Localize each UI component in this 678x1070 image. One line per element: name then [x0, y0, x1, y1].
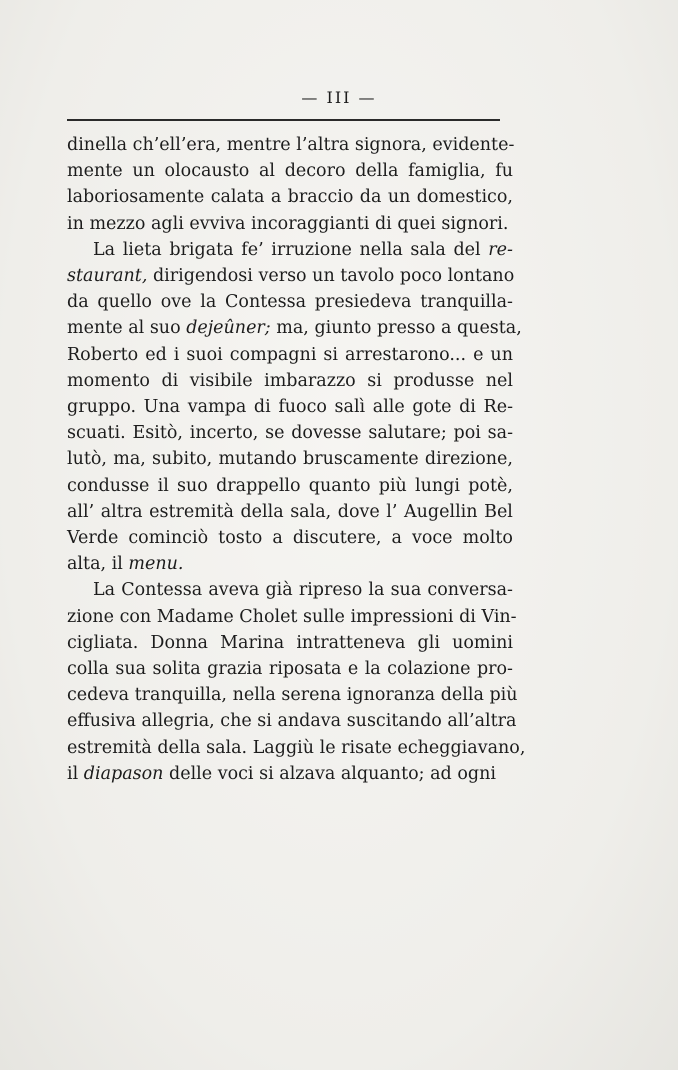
text-line: da quello ove la Contessa presiedeva tranquilla-	[67, 292, 513, 313]
text-line: mente un olocausto al decoro della famiglia, fu	[67, 161, 513, 182]
text-line: scuati. Esitò, incerto, se dovesse salutare; poi sa-	[67, 423, 513, 444]
text-line: zione con Madame Cholet sulle impressioni di Vin-	[67, 606, 517, 627]
text-line: all’ altra estremità della sala, dove l’ Augellin Bel	[67, 501, 513, 522]
text-line: Roberto ed i suoi compagni si arrestarono... e un	[67, 344, 513, 365]
text-line: lutò, ma, subito, mutando bruscamente direzione,	[67, 449, 513, 470]
text-line: condusse il suo drappello quanto più lungi potè,	[67, 475, 513, 496]
text-line: dinella ch’ell’era, mentre l’altra signora, evidente-	[67, 135, 515, 155]
text-line: laboriosamente calata a braccio da un domestico,	[67, 187, 513, 208]
text-line: momento di visibile imbarazzo si produsse nel	[67, 370, 513, 391]
page-number: — III —	[301, 88, 377, 107]
text-line: mente al suo dejeûner; ma, giunto presso a questa,	[67, 318, 522, 339]
text-line: cedeva tranquilla, nella serena ignoranza della più	[67, 685, 518, 706]
text-line: effusiva allegria, che si andava suscitando all’altra	[67, 711, 517, 732]
text-line: Verde cominciò tosto a discutere, a voce molto	[67, 528, 513, 549]
text-line: estremità della sala. Laggiù le risate echeggiavano,	[67, 737, 526, 758]
text-line: La lieta brigata fe’ irruzione nella sala del re-	[93, 239, 513, 260]
header-rule	[67, 119, 500, 121]
text-line: il diapason delle voci si alzava alquanto; ad ogni	[67, 763, 496, 784]
text-line: in mezzo agli evviva incoraggianti di quei signori.	[67, 213, 509, 234]
text-line: staurant, dirigendosi verso un tavolo poco lontano	[67, 266, 515, 287]
text-line: cigliata. Donna Marina intratteneva gli uomini	[67, 632, 513, 653]
text-line: colla sua solita grazia riposata e la colazione pro-	[67, 659, 513, 680]
text-line: La Contessa aveva già ripreso la sua conversa-	[93, 580, 513, 601]
text-line: gruppo. Una vampa di fuoco salì alle gote di Re-	[67, 397, 513, 418]
text-line: alta, il menu.	[67, 554, 184, 575]
body-text	[67, 132, 526, 787]
